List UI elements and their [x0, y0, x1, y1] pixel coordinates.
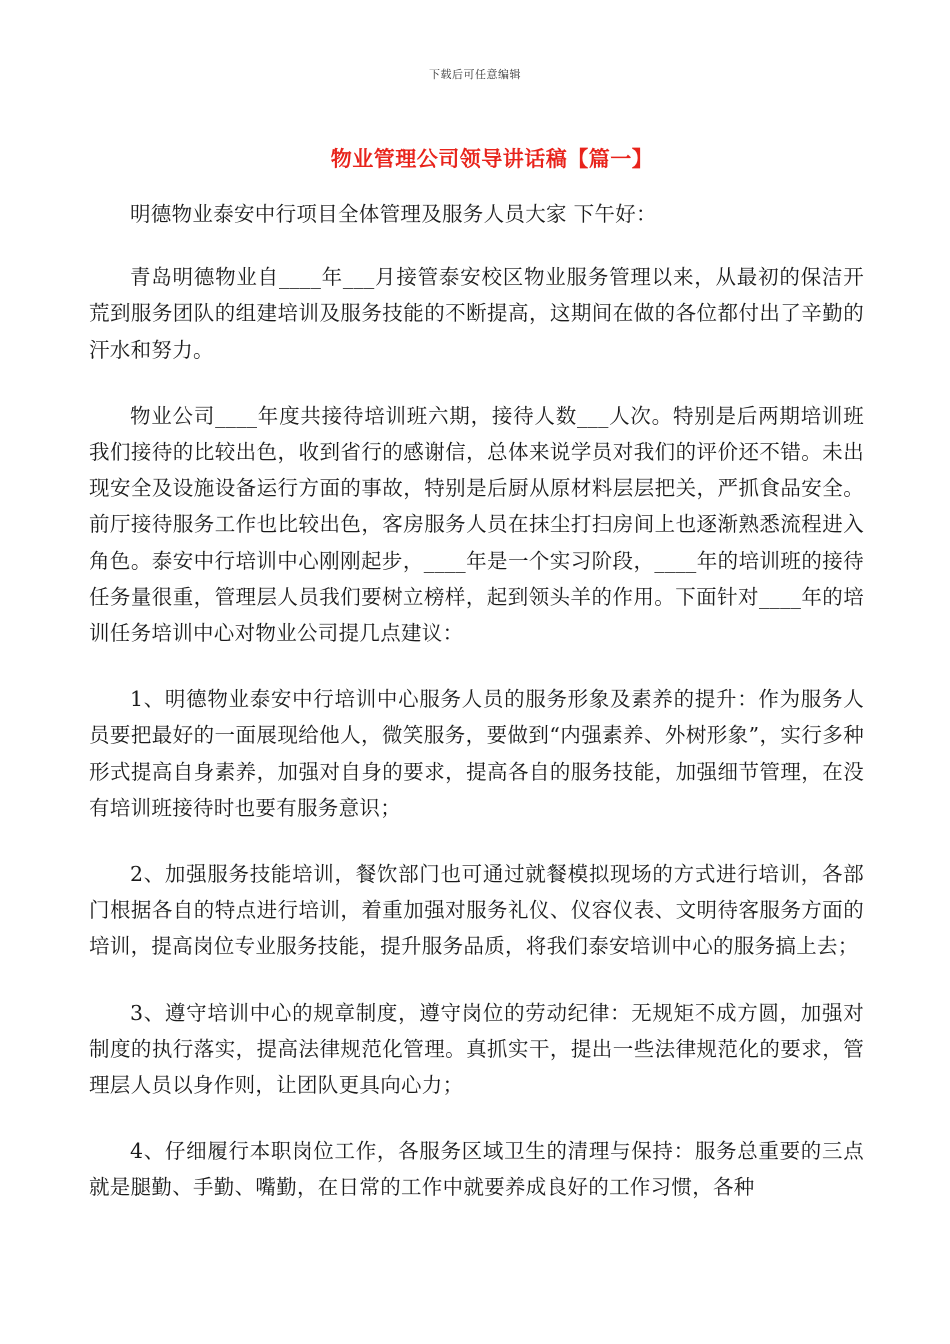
- summary-paragraph: 物业公司____年度共接待培训班六期，接待人数___人次。特别是后两期培训班我们接待的比较出色，收到省行的感谢信，总体来说学员对我们的评价还不错。未出现安全及设施设备运行方面的事故，特别是后厨从原材料层层把关，严抓食品安全。前厅接待服务工作也比较出色，客房服务人员在抹尘打扫房间上也逐渐熟悉流程进入角色。泰安中行培训中心刚刚起步，____年是一个实习阶段，____年的培训班的接待任务量很重，管理层人员我们要树立榜样，起到领头羊的作用。下面针对____年的培训任务培训中心对物业公司提几点建议：: [89, 403, 864, 646]
- suggestion-2-paragraph: 2、加强服务技能培训，餐饮部门也可通过就餐模拟现场的方式进行培训，各部门根据各自的特点进行培训，着重加强对服务礼仪、仪容仪表、文明待客服务方面的培训，提高岗位专业服务技能，提升服务品质，将我们泰安培训中心的服务搞上去；: [89, 862, 864, 959]
- suggestion-3-paragraph: 3、遵守培训中心的规章制度，遵守岗位的劳动纪律：无规矩不成方圆，加强对制度的执行落实，提高法律规范化管理。真抓实干，提出一些法律规范化的要求，管理层人员以身作则，让团队更具向心力；: [89, 1000, 864, 1098]
- suggestion-4-paragraph: 4、仔细履行本职岗位工作，各服务区域卫生的清理与保持：服务总重要的三点就是腿勤、手勤、嘴勤，在日常的工作中就要养成良好的工作习惯，各种: [89, 1139, 864, 1200]
- intro-paragraph: 青岛明德物业自____年___月接管泰安校区物业服务管理以来，从最初的保洁开荒到服务团队的组建培训及服务技能的不断提高，这期间在做的各位都付出了辛勤的汗水和努力。: [89, 265, 864, 362]
- document-title: 物业管理公司领导讲话稿【篇一】: [330, 146, 654, 171]
- suggestion-1-paragraph: 1、明德物业泰安中行培训中心服务人员的服务形象及素养的提升：作为服务人员要把最好的一面展现给他人，微笑服务，要做到“内强素养、外树形象”，实行多种形式提高自身素养，加强对自身的要求，提高各自的服务技能，加强细节管理，在没有培训班接待时也要有服务意识；: [89, 687, 864, 820]
- document-body: [89, 196, 864, 1236]
- greeting-paragraph: 明德物业泰安中行项目全体管理及服务人员大家 下午好：: [130, 202, 657, 226]
- header-note: 下载后可任意编辑: [429, 68, 521, 81]
